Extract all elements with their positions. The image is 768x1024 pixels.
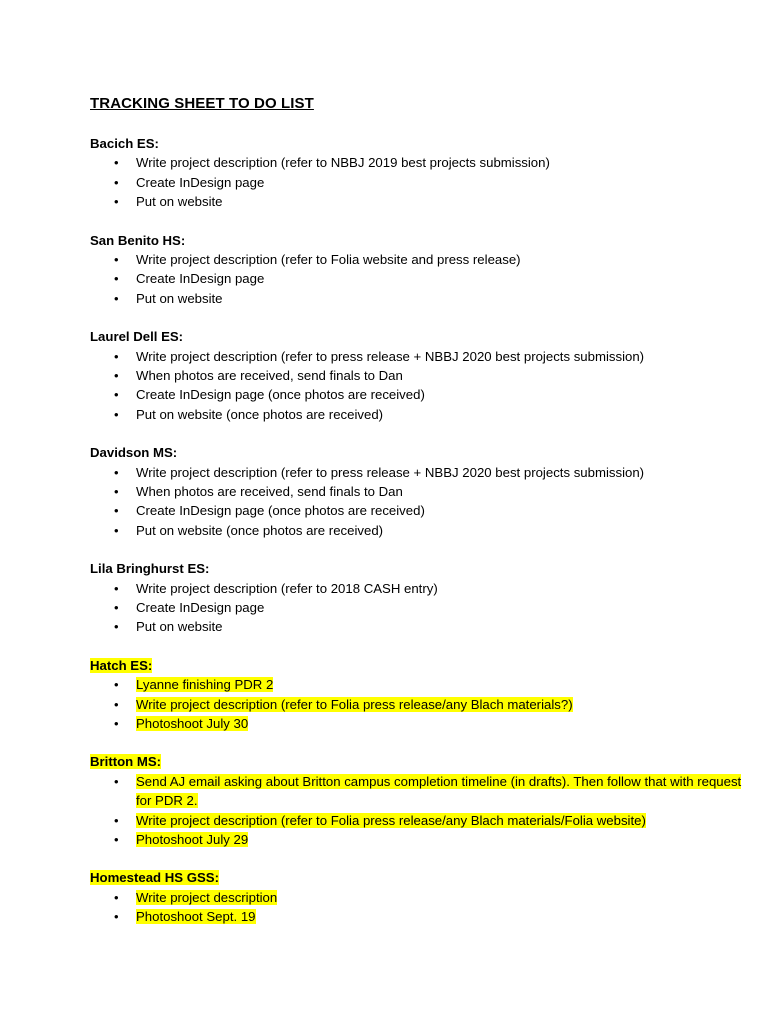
bullet-icon: • [114, 677, 119, 693]
list-item [90, 598, 750, 617]
todo-section [90, 134, 750, 212]
list-item [90, 501, 750, 520]
list-item-text: Photoshoot July 30 [136, 716, 249, 732]
list-item-text: Photoshoot Sept. 19 [136, 909, 256, 925]
bullet-icon: • [114, 619, 119, 635]
list-item-text: Write project description (refer to Folia press release/any Blach materials?) [136, 696, 573, 712]
bullet-icon: • [114, 522, 119, 538]
section-heading [90, 868, 750, 887]
list-item [90, 366, 750, 385]
list-item-text: Create InDesign page [136, 600, 265, 616]
list-item [90, 463, 750, 482]
section-heading [90, 231, 750, 250]
section-heading-text: Bacich ES: [90, 136, 159, 151]
section-heading-text: Britton MS: [90, 754, 162, 770]
list-item-text: Create InDesign page [136, 271, 265, 287]
section-heading [90, 656, 750, 675]
list-item-text: Put on website [136, 194, 223, 210]
list-item [90, 192, 750, 211]
list-item-text: Write project description (refer to 2018 CASH entry) [136, 580, 438, 596]
list-item [90, 714, 750, 733]
todo-section [90, 559, 750, 637]
list-item-text: Write project description (refer to Folia press release/any Blach materials/Folia website) [136, 812, 646, 828]
section-heading-text: Homestead HS GSS: [90, 870, 219, 886]
todo-list [90, 675, 750, 733]
bullet-icon: • [114, 174, 119, 190]
todo-list [90, 153, 750, 211]
todo-list [90, 888, 750, 927]
list-item [90, 695, 750, 714]
list-item [90, 811, 750, 830]
section-heading [90, 559, 750, 578]
bullet-icon: • [114, 252, 119, 267]
list-item-text: When photos are received, send finals to Dan [136, 484, 403, 500]
list-item [90, 153, 750, 172]
bullet-icon: • [114, 387, 119, 403]
list-item-text: Put on website (once photos are received) [136, 406, 384, 422]
todo-section [90, 752, 750, 849]
list-item [90, 579, 750, 598]
bullet-icon: • [114, 773, 119, 789]
list-item-text: Send AJ email asking about Britton campus completion timeline (in drafts). Then follow that with request for PDR 2. [136, 773, 742, 809]
todo-section [90, 443, 750, 540]
todo-list [90, 463, 750, 541]
list-item [90, 907, 750, 926]
bullet-icon: • [114, 503, 119, 519]
list-item-text: Write project description (refer to NBBJ 2019 best projects submission) [136, 155, 550, 171]
section-heading [90, 443, 750, 462]
list-item [90, 405, 750, 424]
list-item-text: Write project description [136, 889, 278, 905]
list-item-text: Write project description (refer to Folia website and press release) [136, 252, 521, 267]
list-item [90, 675, 750, 694]
list-item [90, 347, 750, 366]
todo-section [90, 656, 750, 734]
bullet-icon: • [114, 155, 119, 171]
list-item [90, 385, 750, 404]
list-item [90, 250, 750, 269]
bullet-icon: • [114, 368, 119, 384]
list-item-text: Put on website (once photos are received) [136, 522, 384, 538]
list-item-text: Create InDesign page (once photos are received) [136, 503, 425, 519]
list-item-text: Create InDesign page (once photos are received) [136, 387, 425, 403]
bullet-icon: • [114, 464, 119, 480]
bullet-icon: • [114, 580, 119, 596]
todo-list [90, 347, 750, 425]
todo-sections [90, 134, 750, 946]
list-item-text: Photoshoot July 29 [136, 832, 249, 848]
todo-list [90, 579, 750, 637]
bullet-icon: • [114, 290, 119, 306]
list-item [90, 482, 750, 501]
list-item-text: Write project description (refer to press release + NBBJ 2020 best projects submission) [136, 348, 645, 364]
section-heading-text: San Benito HS: [90, 232, 186, 248]
list-item [90, 173, 750, 192]
list-item-text: When photos are received, send finals to Dan [136, 368, 403, 384]
todo-section [90, 231, 750, 309]
list-item [90, 888, 750, 907]
section-heading-text: Hatch ES: [90, 657, 153, 673]
section-heading [90, 327, 750, 346]
list-item [90, 772, 750, 811]
todo-list [90, 250, 750, 308]
bullet-icon: • [114, 194, 119, 210]
section-heading-text: Davidson MS: [90, 445, 178, 461]
list-item [90, 269, 750, 288]
section-heading [90, 134, 750, 153]
todo-section [90, 868, 750, 926]
bullet-icon: • [114, 909, 119, 925]
bullet-icon: • [114, 484, 119, 500]
section-heading-text: Laurel Dell ES: [90, 329, 184, 345]
list-item [90, 830, 750, 849]
todo-section [90, 327, 750, 424]
list-item-text: Lyanne finishing PDR 2 [136, 677, 274, 693]
section-heading [90, 752, 750, 771]
list-item-text: Create InDesign page [136, 174, 265, 190]
todo-list [90, 772, 750, 850]
bullet-icon: • [114, 812, 119, 828]
list-item-text: Write project description (refer to press release + NBBJ 2020 best projects submission) [136, 464, 645, 480]
bullet-icon: • [114, 832, 119, 848]
bullet-icon: • [114, 716, 119, 732]
list-item-text: Put on website [136, 619, 223, 635]
list-item [90, 521, 750, 540]
bullet-icon: • [114, 271, 119, 287]
bullet-icon: • [114, 889, 119, 905]
bullet-icon: • [114, 406, 119, 422]
list-item [90, 617, 750, 636]
document-title: TRACKING SHEET TO DO LIST [90, 95, 314, 112]
bullet-icon: • [114, 600, 119, 616]
section-heading-text: Lila Bringhurst ES: [90, 561, 210, 577]
bullet-icon: • [114, 348, 119, 364]
bullet-icon: • [114, 696, 119, 712]
list-item [90, 289, 750, 308]
list-item-text: Put on website [136, 290, 223, 306]
